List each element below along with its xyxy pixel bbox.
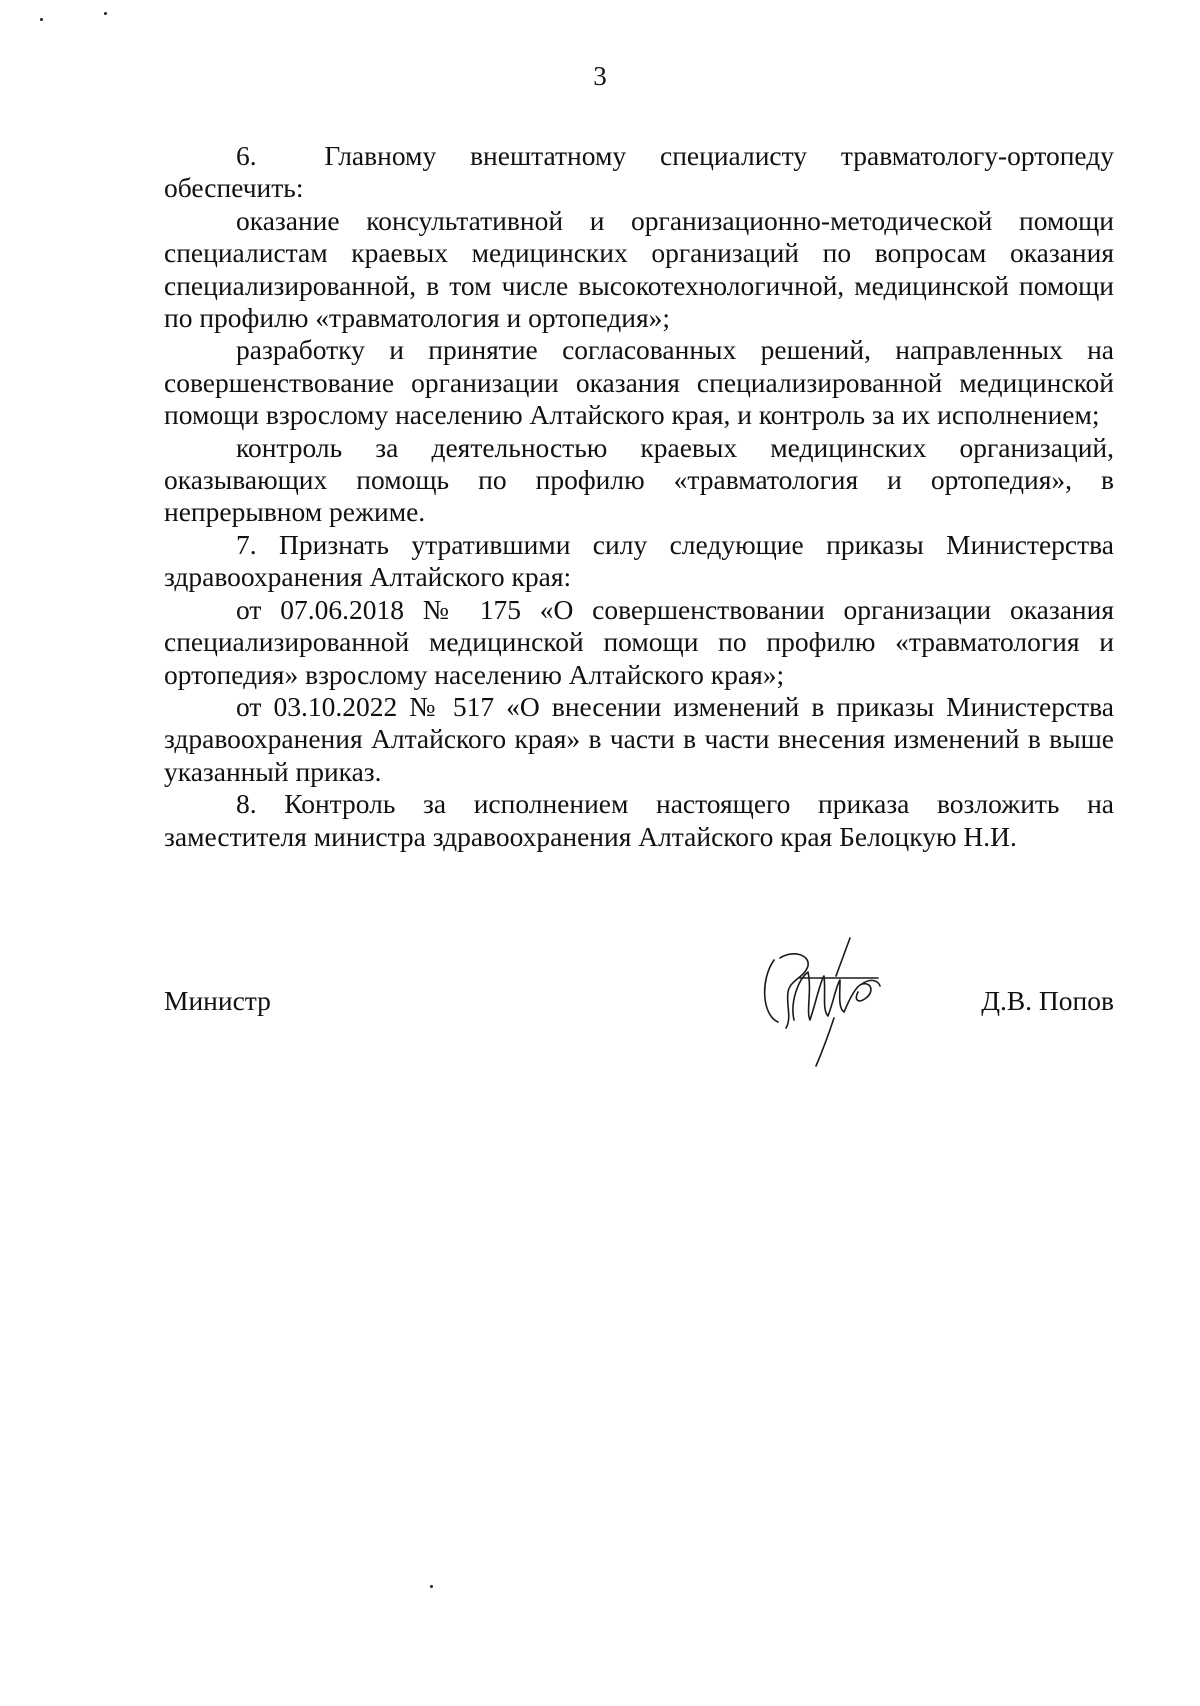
paragraph-item-6: 6. Главному внештатному специалисту травматологу-ортопеду обеспечить: — [164, 140, 1114, 204]
signatory-title: Министр — [164, 985, 271, 1016]
page-number: 3 — [593, 61, 607, 91]
paragraph-activity-control: контроль за деятельностью краевых медицинских организаций, оказывающих помощь по профилю «травматология и ортопедия», в непрерывном режиме. — [164, 431, 1114, 528]
scan-speck — [40, 18, 43, 21]
paragraph-order-175: от 07.06.2018 № 175 «О совершенствовании организации оказания специализированной медицинской помощи по профилю «травматология и ортопедия» взрослому населению Алтайского края»; — [164, 593, 1114, 690]
handwritten-signature — [750, 920, 900, 1070]
document-body — [164, 140, 1114, 853]
signature-block — [164, 985, 1114, 1025]
paragraph-item-8: 8. Контроль за исполнением настоящего приказа возложить на заместителя министра здравоохранения Алтайского края Белоцкую Н.И. — [164, 788, 1114, 852]
signatory-name: Д.В. Попов — [981, 985, 1114, 1016]
paragraph-order-517: от 03.10.2022 № 517 «О внесении изменений в приказы Министерства здравоохранения Алтайского края» в части в части внесения изменений в выше указанный приказ. — [164, 690, 1114, 787]
scan-speck — [430, 1585, 433, 1588]
paragraph-coordinated-decisions: разработку и принятие согласованных решений, направленных на совершенствование организации оказания специализированной медицинской помощи взрослому населению Алтайского края, и контроль за их исполнением; — [164, 334, 1114, 431]
paragraph-consulting-assistance: оказание консультативной и организационно-методической помощи специалистам краевых медицинских организаций по вопросам оказания специализированной, в том числе высокотехнологичной, медицинской помощи по профилю «травматология и ортопедия»; — [164, 204, 1114, 334]
scan-speck — [104, 12, 107, 15]
paragraph-item-7: 7. Признать утратившими силу следующие приказы Министерства здравоохранения Алтайского края: — [164, 528, 1114, 593]
